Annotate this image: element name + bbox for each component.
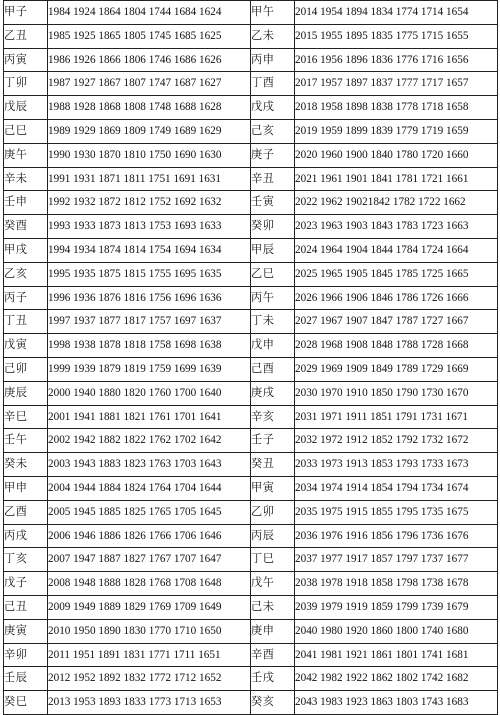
ganzhi-cell-left: 庚辰 xyxy=(4,381,48,405)
table-row xyxy=(4,143,498,167)
years-cell-right: 2016 1956 1896 1836 1776 1716 1656 xyxy=(295,48,498,72)
years-cell-right: 2036 1976 1916 1856 1796 1736 1676 xyxy=(295,524,498,548)
ganzhi-cell-right: 癸丑 xyxy=(251,453,295,477)
table-row xyxy=(4,24,498,48)
table-row xyxy=(4,429,498,453)
table-row xyxy=(4,357,498,381)
years-cell-left: 1988 1928 1868 1808 1748 1688 1628 xyxy=(48,96,251,120)
table-row xyxy=(4,310,498,334)
ganzhi-cell-left: 丁亥 xyxy=(4,548,48,572)
years-cell-right: 2019 1959 1899 1839 1779 1719 1659 xyxy=(295,119,498,143)
ganzhi-cell-right: 戊戌 xyxy=(251,96,295,120)
ganzhi-cell-right: 丁未 xyxy=(251,310,295,334)
years-cell-right: 2022 1962 19021842 1782 1722 1662 xyxy=(295,191,498,215)
years-cell-right: 2027 1967 1907 1847 1787 1727 1667 xyxy=(295,310,498,334)
years-cell-left: 2004 1944 1884 1824 1764 1704 1644 xyxy=(48,476,251,500)
ganzhi-cell-right: 癸亥 xyxy=(251,691,295,715)
ganzhi-cell-left: 甲申 xyxy=(4,476,48,500)
ganzhi-cell-right: 壬子 xyxy=(251,429,295,453)
ganzhi-cell-right: 丙申 xyxy=(251,48,295,72)
table-row xyxy=(4,500,498,524)
years-cell-left: 1992 1932 1872 1812 1752 1692 1632 xyxy=(48,191,251,215)
table-row xyxy=(4,524,498,548)
years-cell-left: 2012 1952 1892 1832 1772 1712 1652 xyxy=(48,667,251,691)
ganzhi-cell-left: 乙酉 xyxy=(4,500,48,524)
years-cell-right: 2021 1961 1901 1841 1781 1721 1661 xyxy=(295,167,498,191)
years-cell-left: 1990 1930 1870 1810 1750 1690 1630 xyxy=(48,143,251,167)
ganzhi-cell-left: 丁卯 xyxy=(4,72,48,96)
ganzhi-cell-left: 庚寅 xyxy=(4,619,48,643)
years-cell-left: 2010 1950 1890 1830 1770 1710 1650 xyxy=(48,619,251,643)
years-cell-right: 2035 1975 1915 1855 1795 1735 1675 xyxy=(295,500,498,524)
ganzhi-cell-right: 辛酉 xyxy=(251,643,295,667)
years-cell-right: 2040 1980 1920 1860 1800 1740 1680 xyxy=(295,619,498,643)
ganzhi-cell-right: 丁巳 xyxy=(251,548,295,572)
ganzhi-cell-right: 乙未 xyxy=(251,24,295,48)
table-row xyxy=(4,191,498,215)
ganzhi-cell-left: 丁丑 xyxy=(4,310,48,334)
ganzhi-cell-left: 甲子 xyxy=(4,1,48,25)
table-row xyxy=(4,595,498,619)
years-cell-left: 2008 1948 1888 1828 1768 1708 1648 xyxy=(48,572,251,596)
years-cell-right: 2017 1957 1897 1837 1777 1717 1657 xyxy=(295,72,498,96)
ganzhi-cell-left: 戊子 xyxy=(4,572,48,596)
table-row xyxy=(4,691,498,715)
years-cell-left: 1986 1926 1866 1806 1746 1686 1626 xyxy=(48,48,251,72)
ganzhi-cell-right: 己酉 xyxy=(251,357,295,381)
ganzhi-cell-right: 辛亥 xyxy=(251,405,295,429)
ganzhi-cell-left: 壬辰 xyxy=(4,667,48,691)
years-cell-right: 2039 1979 1919 1859 1799 1739 1679 xyxy=(295,595,498,619)
table-row xyxy=(4,453,498,477)
years-cell-left: 1985 1925 1865 1805 1745 1685 1625 xyxy=(48,24,251,48)
table-row xyxy=(4,215,498,239)
years-cell-left: 1984 1924 1864 1804 1744 1684 1624 xyxy=(48,1,251,25)
years-cell-right: 2038 1978 1918 1858 1798 1738 1678 xyxy=(295,572,498,596)
ganzhi-cell-left: 丙寅 xyxy=(4,48,48,72)
ganzhi-cell-left: 甲戌 xyxy=(4,238,48,262)
table-row xyxy=(4,286,498,310)
ganzhi-cell-right: 癸卯 xyxy=(251,215,295,239)
ganzhi-cell-left: 己巳 xyxy=(4,119,48,143)
years-cell-right: 2041 1981 1921 1861 1801 1741 1681 xyxy=(295,643,498,667)
ganzhi-cell-left: 癸酉 xyxy=(4,215,48,239)
years-cell-left: 2009 1949 1889 1829 1769 1709 1649 xyxy=(48,595,251,619)
ganzhi-cell-left: 己丑 xyxy=(4,595,48,619)
table-row xyxy=(4,167,498,191)
years-cell-right: 2026 1966 1906 1846 1786 1726 1666 xyxy=(295,286,498,310)
ganzhi-cell-right: 甲午 xyxy=(251,1,295,25)
table-row xyxy=(4,405,498,429)
years-cell-left: 2002 1942 1882 1822 1762 1702 1642 xyxy=(48,429,251,453)
ganzhi-cell-right: 庚戌 xyxy=(251,381,295,405)
table-row xyxy=(4,96,498,120)
table-row xyxy=(4,548,498,572)
table-row xyxy=(4,476,498,500)
ganzhi-cell-right: 丙午 xyxy=(251,286,295,310)
table-row xyxy=(4,572,498,596)
ganzhi-cell-left: 癸未 xyxy=(4,453,48,477)
table-row xyxy=(4,381,498,405)
ganzhi-cell-right: 庚申 xyxy=(251,619,295,643)
table-row xyxy=(4,238,498,262)
table-row xyxy=(4,334,498,358)
ganzhi-cell-left: 戊辰 xyxy=(4,96,48,120)
years-cell-right: 2014 1954 1894 1834 1774 1714 1654 xyxy=(295,1,498,25)
years-cell-left: 1995 1935 1875 1815 1755 1695 1635 xyxy=(48,262,251,286)
ganzhi-cell-left: 丙子 xyxy=(4,286,48,310)
ganzhi-cell-right: 甲辰 xyxy=(251,238,295,262)
years-cell-right: 2025 1965 1905 1845 1785 1725 1665 xyxy=(295,262,498,286)
years-cell-left: 2003 1943 1883 1823 1763 1703 1643 xyxy=(48,453,251,477)
years-cell-left: 2005 1945 1885 1825 1765 1705 1645 xyxy=(48,500,251,524)
years-cell-right: 2033 1973 1913 1853 1793 1733 1673 xyxy=(295,453,498,477)
table-row xyxy=(4,619,498,643)
years-cell-left: 1989 1929 1869 1809 1749 1689 1629 xyxy=(48,119,251,143)
table-body xyxy=(4,1,498,715)
years-cell-right: 2023 1963 1903 1843 1783 1723 1663 xyxy=(295,215,498,239)
years-cell-right: 2037 1977 1917 1857 1797 1737 1677 xyxy=(295,548,498,572)
ganzhi-cell-left: 辛巳 xyxy=(4,405,48,429)
years-cell-right: 2015 1955 1895 1835 1775 1715 1655 xyxy=(295,24,498,48)
ganzhi-cell-right: 戊申 xyxy=(251,334,295,358)
ganzhi-cell-right: 戊午 xyxy=(251,572,295,596)
years-cell-left: 2001 1941 1881 1821 1761 1701 1641 xyxy=(48,405,251,429)
years-cell-left: 2007 1947 1887 1827 1767 1707 1647 xyxy=(48,548,251,572)
years-cell-right: 2024 1964 1904 1844 1784 1724 1664 xyxy=(295,238,498,262)
years-cell-left: 1996 1936 1876 1816 1756 1696 1636 xyxy=(48,286,251,310)
sexagenary-year-table-page xyxy=(3,0,497,709)
ganzhi-cell-right: 壬寅 xyxy=(251,191,295,215)
ganzhi-cell-left: 癸巳 xyxy=(4,691,48,715)
ganzhi-cell-right: 壬戌 xyxy=(251,667,295,691)
years-cell-right: 2028 1968 1908 1848 1788 1728 1668 xyxy=(295,334,498,358)
ganzhi-cell-right: 己亥 xyxy=(251,119,295,143)
ganzhi-cell-left: 壬申 xyxy=(4,191,48,215)
ganzhi-cell-right: 乙巳 xyxy=(251,262,295,286)
years-cell-left: 1987 1927 1867 1807 1747 1687 1627 xyxy=(48,72,251,96)
table-row xyxy=(4,643,498,667)
ganzhi-cell-left: 乙亥 xyxy=(4,262,48,286)
ganzhi-cell-left: 壬午 xyxy=(4,429,48,453)
ganzhi-cell-right: 辛丑 xyxy=(251,167,295,191)
years-cell-right: 2031 1971 1911 1851 1791 1731 1671 xyxy=(295,405,498,429)
years-cell-right: 2034 1974 1914 1854 1794 1734 1674 xyxy=(295,476,498,500)
years-cell-right: 2018 1958 1898 1838 1778 1718 1658 xyxy=(295,96,498,120)
ganzhi-cell-left: 辛卯 xyxy=(4,643,48,667)
ganzhi-cell-right: 己未 xyxy=(251,595,295,619)
years-cell-left: 2006 1946 1886 1826 1766 1706 1646 xyxy=(48,524,251,548)
years-cell-left: 2013 1953 1893 1833 1773 1713 1653 xyxy=(48,691,251,715)
table-row xyxy=(4,1,498,25)
ganzhi-cell-left: 乙丑 xyxy=(4,24,48,48)
table-row xyxy=(4,48,498,72)
ganzhi-cell-left: 庚午 xyxy=(4,143,48,167)
table-row xyxy=(4,667,498,691)
ganzhi-cell-right: 丁酉 xyxy=(251,72,295,96)
ganzhi-cell-left: 戊寅 xyxy=(4,334,48,358)
years-cell-right: 2032 1972 1912 1852 1792 1732 1672 xyxy=(295,429,498,453)
table-row xyxy=(4,262,498,286)
sexagenary-year-table xyxy=(3,0,498,715)
years-cell-left: 1998 1938 1878 1818 1758 1698 1638 xyxy=(48,334,251,358)
years-cell-left: 2011 1951 1891 1831 1771 1711 1651 xyxy=(48,643,251,667)
years-cell-right: 2029 1969 1909 1849 1789 1729 1669 xyxy=(295,357,498,381)
table-row xyxy=(4,119,498,143)
years-cell-left: 1999 1939 1879 1819 1759 1699 1639 xyxy=(48,357,251,381)
ganzhi-cell-left: 辛未 xyxy=(4,167,48,191)
years-cell-left: 2000 1940 1880 1820 1760 1700 1640 xyxy=(48,381,251,405)
years-cell-left: 1997 1937 1877 1817 1757 1697 1637 xyxy=(48,310,251,334)
table-row xyxy=(4,72,498,96)
years-cell-right: 2043 1983 1923 1863 1803 1743 1683 xyxy=(295,691,498,715)
years-cell-left: 1993 1933 1873 1813 1753 1693 1633 xyxy=(48,215,251,239)
ganzhi-cell-right: 丙辰 xyxy=(251,524,295,548)
years-cell-left: 1994 1934 1874 1814 1754 1694 1634 xyxy=(48,238,251,262)
years-cell-right: 2020 1960 1900 1840 1780 1720 1660 xyxy=(295,143,498,167)
ganzhi-cell-left: 丙戌 xyxy=(4,524,48,548)
ganzhi-cell-left: 己卯 xyxy=(4,357,48,381)
years-cell-right: 2042 1982 1922 1862 1802 1742 1682 xyxy=(295,667,498,691)
years-cell-left: 1991 1931 1871 1811 1751 1691 1631 xyxy=(48,167,251,191)
years-cell-right: 2030 1970 1910 1850 1790 1730 1670 xyxy=(295,381,498,405)
ganzhi-cell-right: 庚子 xyxy=(251,143,295,167)
ganzhi-cell-right: 乙卯 xyxy=(251,500,295,524)
ganzhi-cell-right: 甲寅 xyxy=(251,476,295,500)
